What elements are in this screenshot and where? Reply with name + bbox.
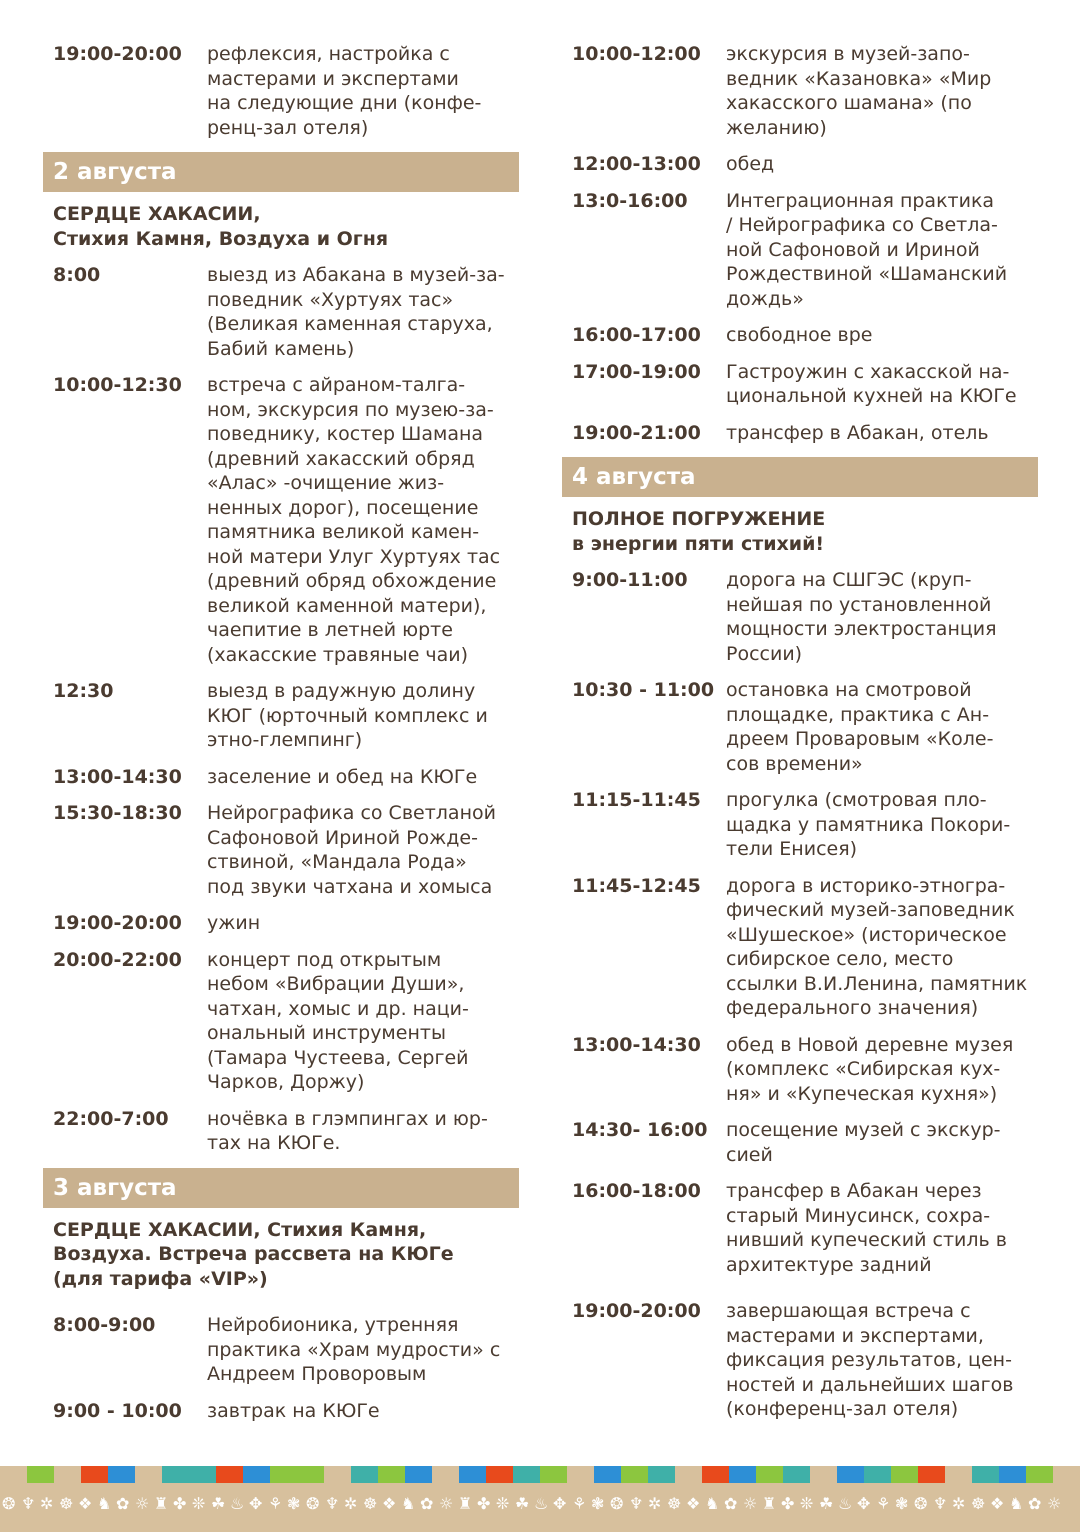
schedule-time: 11:15-11:45 — [572, 789, 701, 811]
color-tile — [405, 1466, 432, 1483]
schedule-time: 22:00-7:00 — [53, 1107, 169, 1130]
pattern-glyph-icon: ✲ — [344, 1494, 358, 1513]
schedule-time: 16:00-17:00 — [572, 324, 701, 346]
schedule-row — [43, 679, 519, 753]
pattern-glyph-icon: ✲ — [648, 1494, 662, 1513]
pattern-glyph-icon: ❖ — [990, 1494, 1005, 1513]
pattern-glyph-icon: ❃ — [591, 1494, 605, 1513]
schedule-description: Гастроужин с хакасской на- циональной кухней на КЮГе — [726, 360, 1017, 407]
color-tile — [54, 1466, 81, 1483]
schedule-row — [43, 911, 519, 936]
schedule-row — [562, 1118, 1038, 1167]
pattern-glyph-icon: ♞ — [1009, 1494, 1024, 1513]
pattern-glyph-icon: ✥ — [553, 1494, 567, 1513]
color-tile — [864, 1466, 891, 1483]
color-tile — [270, 1466, 297, 1483]
day-label: 4 августа — [572, 464, 696, 490]
pattern-glyph-icon: ❖ — [382, 1494, 397, 1513]
color-tile — [648, 1466, 675, 1483]
day-title: СЕРДЦЕ ХАКАСИИ, Стихия Камня, Воздуха и Огня — [53, 203, 389, 250]
color-tile — [702, 1466, 729, 1483]
day-title: СЕРДЦЕ ХАКАСИИ, Стихия Камня, Воздуха. Встреча рассвета на КЮГе (для тарифа «VIP») — [53, 1218, 454, 1290]
pattern-glyph-icon: ♨ — [534, 1494, 549, 1513]
schedule-description: выезд в радужную долину КЮГ (юрточный комплекс и этно-глемпинг) — [207, 680, 488, 751]
pattern-glyph-icon: ❃ — [287, 1494, 301, 1513]
pattern-glyph-icon: ❊ — [496, 1494, 510, 1513]
schedule-row — [562, 42, 1038, 140]
pattern-glyph-icon: ☸ — [667, 1494, 682, 1513]
color-tile — [1026, 1466, 1053, 1483]
day-label: 3 августа — [53, 1174, 177, 1201]
pattern-glyph-icon: ☸ — [971, 1494, 986, 1513]
schedule-time: 11:45-12:45 — [572, 874, 701, 897]
schedule-description: остановка на смотровой площадке, практика с Ан- дреем Проваровым «Коле- сов времени» — [726, 679, 994, 775]
color-tile — [459, 1466, 486, 1483]
color-tile — [351, 1466, 378, 1483]
color-tile — [162, 1466, 189, 1483]
pattern-glyph-icon: ♆ — [325, 1494, 340, 1513]
pattern-glyph-icon: ☼ — [743, 1494, 758, 1513]
schedule-time: 8:00-9:00 — [53, 1314, 156, 1336]
pattern-glyph-icon: ❊ — [192, 1494, 206, 1513]
schedule-description: рефлексия, настройка с мастерами и экспертами на следующие дни (конфе- ренц-зал отеля) — [207, 43, 482, 139]
color-tile — [810, 1466, 837, 1483]
ethnic-pattern-strip — [0, 1492, 1080, 1516]
schedule-time: 19:00-21:00 — [572, 421, 701, 444]
schedule-time: 14:30- 16:00 — [572, 1119, 708, 1141]
color-tile — [297, 1466, 324, 1483]
color-tile — [972, 1466, 999, 1483]
pattern-glyph-icon: ☼ — [135, 1494, 150, 1513]
pattern-glyph-icon: ☼ — [439, 1494, 454, 1513]
pattern-glyph-icon: ☸ — [59, 1494, 74, 1513]
schedule-row — [562, 189, 1038, 312]
color-tile — [189, 1466, 216, 1483]
schedule-row — [562, 1299, 1038, 1422]
day-header — [562, 457, 1038, 497]
pattern-glyph-icon: ✿ — [1028, 1494, 1042, 1513]
color-tile — [567, 1466, 594, 1483]
color-tile — [999, 1466, 1026, 1483]
day-label: 2 августа — [53, 159, 177, 185]
schedule-row — [562, 1033, 1038, 1107]
schedule-description: трансфер в Абакан, отель — [726, 421, 989, 444]
schedule-time: 10:00-12:00 — [572, 43, 701, 65]
pattern-glyph-icon: ☸ — [363, 1494, 378, 1513]
pattern-glyph-icon: ❃ — [895, 1494, 909, 1513]
color-tile — [675, 1466, 702, 1483]
schedule-time: 19:00-20:00 — [572, 1300, 701, 1322]
schedule-description: дорога в историко-этногра- фический музей-заповедник «Шушеское» (историческое сибирское село, место ссылки В.И.Ленина, памятник федерального значения) — [726, 874, 1028, 1019]
schedule-row — [43, 1399, 519, 1424]
color-tile — [945, 1466, 972, 1483]
schedule-description: завтрак на КЮГе — [207, 1399, 380, 1422]
pattern-glyph-icon: ✥ — [857, 1494, 871, 1513]
right-column — [562, 42, 1038, 1434]
color-tile-strip — [0, 1466, 1080, 1483]
schedule-row — [562, 152, 1038, 177]
color-tile — [918, 1466, 945, 1483]
schedule-description: обед в Новой деревне музея (комплекс «Сибирская кух- ня» и «Купеческая кухня») — [726, 1033, 1014, 1105]
pattern-glyph-icon: ♆ — [629, 1494, 644, 1513]
schedule-description: завершающая встреча с мастерами и экспертами, фиксация результатов, цен- ностей и дальнейших шагов (конференц-зал отеля) — [726, 1300, 1014, 1420]
schedule-time: 20:00-22:00 — [53, 948, 182, 971]
schedule-description: заселение и обед на КЮГе — [207, 765, 478, 788]
pattern-glyph-icon: ✤ — [173, 1494, 187, 1513]
schedule-description: свободное вре — [726, 324, 873, 346]
schedule-row — [562, 323, 1038, 348]
color-tile — [135, 1466, 162, 1483]
pattern-glyph-icon: ♆ — [933, 1494, 948, 1513]
color-tile — [837, 1466, 864, 1483]
schedule-row — [562, 568, 1038, 666]
pattern-glyph-icon: ✿ — [724, 1494, 738, 1513]
schedule-description: экскурсия в музей-запо- ведник «Казановка» «Мир хакасского шамана» (по желанию) — [726, 43, 992, 139]
color-tile — [216, 1466, 243, 1483]
pattern-glyph-icon: ❂ — [610, 1494, 624, 1513]
schedule-description: Нейробионика, утренняя практика «Храм мудрости» с Андреем Проворовым — [207, 1314, 501, 1385]
pattern-glyph-icon: ✥ — [249, 1494, 263, 1513]
pattern-glyph-icon: ❂ — [2, 1494, 16, 1513]
color-tile — [486, 1466, 513, 1483]
schedule-row — [43, 263, 519, 361]
pattern-glyph-icon: ♜ — [762, 1494, 777, 1513]
schedule-time: 15:30-18:30 — [53, 802, 182, 824]
schedule-description: выезд из Абакана в музей-за- поведник «Хуртуях тас» (Великая каменная старуха, Бабий камень) — [207, 264, 505, 360]
schedule-row — [562, 360, 1038, 409]
pattern-glyph-icon: ✲ — [40, 1494, 54, 1513]
pattern-glyph-icon: ✤ — [781, 1494, 795, 1513]
schedule-description: ночёвка в глэмпингах и юр- тах на КЮГе. — [207, 1107, 488, 1154]
schedule-description: прогулка (смотровая пло- щадка у памятника Покори- тели Енисея) — [726, 789, 1011, 860]
schedule-description: встреча с айраном-талга- ном, экскурсия по музею-за- поведнику, костер Шамана (древний хакасский обряд «Алас» -очищение жиз- ненных дорог), посещение памятника великой камен- ной матери Улуг Хуртуях тас (древний обряд обхождение великой каменной матери), чаепитие в летней юрте (хакасские травяные чаи) — [207, 374, 501, 666]
day-title: ПОЛНОЕ ПОГРУЖЕНИЕ в энергии пяти стихий! — [572, 508, 826, 555]
pattern-glyph-icon: ❂ — [306, 1494, 320, 1513]
day-header — [43, 1168, 519, 1208]
schedule-row — [43, 948, 519, 1095]
schedule-description: Интеграционная практика / Нейрографика со Светла- ной Сафоновой и Ириной Рождествиной «Шаманский дождь» — [726, 189, 1008, 310]
pattern-glyph-icon: ♜ — [458, 1494, 473, 1513]
color-tile — [108, 1466, 135, 1483]
schedule-description: концерт под открытым небом «Вибрации Души», чатхан, хомыс и др. наци- ональный инструменты (Тамара Чустеева, Сергей Чарков, Доржу) — [207, 948, 469, 1093]
color-tile — [594, 1466, 621, 1483]
color-tile — [1053, 1466, 1080, 1483]
pattern-glyph-icon: ♨ — [230, 1494, 245, 1513]
schedule-time: 10:30 - 11:00 — [572, 679, 715, 701]
schedule-description: посещение музей с экскур- сией — [726, 1119, 1001, 1166]
schedule-time: 12:30 — [53, 680, 114, 702]
pattern-glyph-icon: ☘ — [211, 1494, 226, 1513]
schedule-time: 19:00-20:00 — [53, 43, 182, 65]
schedule-time: 19:00-20:00 — [53, 912, 182, 934]
color-tile — [324, 1466, 351, 1483]
footer-ornament — [0, 1466, 1080, 1532]
color-tile — [243, 1466, 270, 1483]
pattern-glyph-icon: ♆ — [21, 1494, 36, 1513]
color-tile — [540, 1466, 567, 1483]
schedule-time: 9:00 - 10:00 — [53, 1399, 182, 1422]
schedule-row — [562, 678, 1038, 776]
pattern-glyph-icon: ♞ — [97, 1494, 112, 1513]
color-tile — [378, 1466, 405, 1483]
schedule-row — [562, 874, 1038, 1021]
schedule-description: дорога на СШГЭС (круп- нейшая по установленной мощности электростанция России) — [726, 569, 997, 665]
pattern-glyph-icon: ♞ — [401, 1494, 416, 1513]
pattern-glyph-icon: ❖ — [686, 1494, 701, 1513]
pattern-glyph-icon: ♜ — [154, 1494, 169, 1513]
schedule-time: 13:0-16:00 — [572, 189, 688, 212]
schedule-row — [43, 42, 519, 140]
color-tile — [729, 1466, 756, 1483]
schedule-time: 13:00-14:30 — [572, 1033, 701, 1056]
pattern-glyph-icon: ⚘ — [876, 1494, 891, 1513]
schedule-time: 16:00-18:00 — [572, 1180, 701, 1202]
color-tile — [621, 1466, 648, 1483]
schedule-time: 9:00-11:00 — [572, 569, 688, 591]
pattern-glyph-icon: ☼ — [1047, 1494, 1062, 1513]
pattern-glyph-icon: ✿ — [116, 1494, 130, 1513]
schedule-description: трансфер в Абакан через старый Минусинск, сохра- нивший купеческий стиль в архитектуре задний — [726, 1180, 1007, 1276]
schedule-row — [562, 788, 1038, 862]
color-tile — [783, 1466, 810, 1483]
pattern-glyph-icon: ⚘ — [268, 1494, 283, 1513]
pattern-glyph-icon: ☘ — [819, 1494, 834, 1513]
pattern-glyph-icon: ❊ — [800, 1494, 814, 1513]
schedule-row — [562, 1179, 1038, 1277]
schedule-time: 17:00-19:00 — [572, 360, 701, 383]
pattern-glyph-icon: ♞ — [705, 1494, 720, 1513]
schedule-row — [43, 765, 519, 790]
pattern-glyph-icon: ☘ — [515, 1494, 530, 1513]
color-tile — [513, 1466, 540, 1483]
color-tile — [432, 1466, 459, 1483]
pattern-glyph-icon: ❂ — [914, 1494, 928, 1513]
color-tile — [891, 1466, 918, 1483]
pattern-glyph-icon: ✲ — [952, 1494, 966, 1513]
schedule-time: 10:00-12:30 — [53, 374, 182, 396]
day-header — [43, 152, 519, 192]
schedule-row — [43, 801, 519, 899]
schedule-row — [43, 1107, 519, 1156]
schedule-description: обед — [726, 153, 775, 175]
pattern-glyph-icon: ✤ — [477, 1494, 491, 1513]
schedule-time: 8:00 — [53, 264, 101, 286]
pattern-glyph-icon: ♨ — [838, 1494, 853, 1513]
pattern-glyph-icon: ⚘ — [572, 1494, 587, 1513]
left-column — [43, 42, 519, 1435]
schedule-time: 13:00-14:30 — [53, 765, 182, 788]
schedule-time: 12:00-13:00 — [572, 153, 701, 175]
color-tile — [0, 1466, 27, 1483]
color-tile — [756, 1466, 783, 1483]
color-tile — [81, 1466, 108, 1483]
pattern-glyph-icon: ❖ — [78, 1494, 93, 1513]
color-tile — [27, 1466, 54, 1483]
pattern-glyph-icon: ✿ — [420, 1494, 434, 1513]
schedule-row — [43, 373, 519, 667]
schedule-row — [43, 1313, 519, 1387]
schedule-row — [562, 421, 1038, 446]
schedule-description: ужин — [207, 912, 261, 934]
schedule-description: Нейрографика со Светланой Сафоновой Ириной Рожде- ствиной, «Мандала Рода» под звуки чатхана и хомыса — [207, 802, 496, 898]
